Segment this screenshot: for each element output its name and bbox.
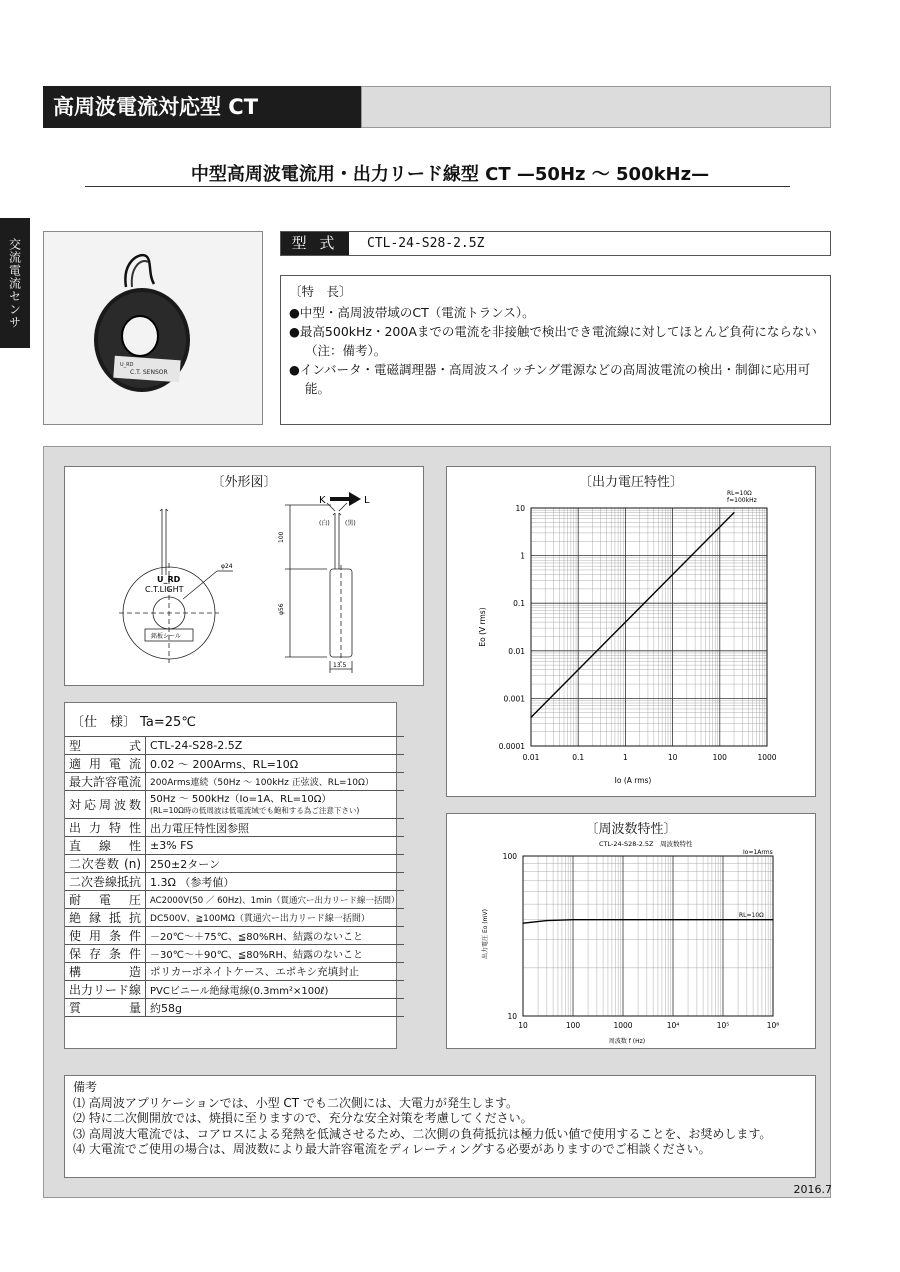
output-chart bbox=[447, 467, 815, 796]
feature-item: ●最高500kHz・200Aまでの電流を非接触で検出でき電流線に対してほとんど負荷にならない（注：備考）。 bbox=[289, 324, 817, 358]
notes-title: 備考 bbox=[73, 1080, 98, 1094]
outline-panel bbox=[64, 466, 424, 686]
outline-dim-100: 100 bbox=[278, 531, 285, 543]
spec-key: 使用条件 bbox=[65, 927, 146, 945]
outline-dim-13: 13.5 bbox=[333, 662, 347, 669]
outline-phi: φ24 bbox=[221, 563, 233, 570]
spec-value: 0.02 ～ 200Arms、RL=10Ω bbox=[146, 755, 404, 773]
note-item: ⑴ 高周波アプリケーションでは、小型 CT でも二次側には、大電力が発生します。 bbox=[73, 1095, 518, 1110]
y-tick-label: 100 bbox=[502, 852, 517, 861]
freq-chart-panel bbox=[446, 813, 816, 1049]
features-title: 〔特 長〕 bbox=[289, 284, 352, 299]
page-subtitle: 中型高周波電流用・出力リード線型 CT —50Hz ～ 500kHz— bbox=[190, 164, 710, 185]
spec-value: AC2000V(50 ／ 60Hz)、1min（貫通穴ー出力リード線一括間） bbox=[146, 891, 404, 909]
x-tick-label: 10⁴ bbox=[666, 1021, 680, 1030]
spec-key: 保存条件 bbox=[65, 945, 146, 963]
note-item: ⑶ 高周波大電流では、コアロスによる発熱を低減させるため、二次側の負荷抵抗は極力低い値で使用することを、お奨めします。 bbox=[73, 1126, 772, 1141]
spec-panel bbox=[64, 702, 400, 1049]
data-point bbox=[572, 919, 573, 920]
outline-seal: 銘板シール bbox=[151, 633, 181, 640]
x-tick-label: 10 bbox=[518, 1021, 528, 1030]
spec-row bbox=[65, 873, 404, 891]
feature-item: ●中型・高周波帯域のCT（電流トランス）。 bbox=[289, 305, 535, 320]
spec-value: 200Arms連続（50Hz ～ 100kHz 正弦波、RL=10Ω） bbox=[146, 773, 404, 791]
spec-row bbox=[65, 981, 404, 999]
output-chart-title: 〔出力電圧特性〕 bbox=[578, 475, 683, 490]
data-point bbox=[772, 919, 773, 920]
model-box bbox=[280, 231, 831, 256]
output-chart-xlabel: Io (A rms) bbox=[614, 776, 652, 785]
spec-row bbox=[65, 791, 404, 819]
spec-row bbox=[65, 855, 404, 873]
x-tick-label: 10 bbox=[667, 753, 678, 762]
data-point bbox=[622, 919, 623, 920]
data-point bbox=[672, 919, 673, 920]
spec-key: 対応周波数 bbox=[65, 791, 146, 819]
outline-drawing bbox=[65, 467, 423, 685]
spec-row bbox=[65, 891, 404, 909]
x-tick-label: 1000 bbox=[757, 753, 777, 762]
freq-chart-xlabel: 周波数 f (Hz) bbox=[608, 1038, 646, 1045]
spec-value: －20℃～＋75℃、≦80%RH、結露のないこと bbox=[146, 927, 404, 945]
y-tick-label: 10 bbox=[507, 1012, 517, 1021]
spec-key: 構造 bbox=[65, 963, 146, 981]
outline-title: 〔外形図〕 bbox=[211, 475, 277, 490]
page-header-title: 高周波電流対応型 CT bbox=[43, 86, 361, 128]
spec-key: 耐電圧 bbox=[65, 891, 146, 909]
spec-value: DC500V、≧100MΩ（貫通穴ー出力リード線一括間） bbox=[146, 909, 404, 927]
x-tick-label: 1000 bbox=[613, 1021, 633, 1030]
spec-key: 適用電流 bbox=[65, 755, 146, 773]
plot-frame bbox=[531, 508, 767, 746]
output-chart-annotation: f=100kHz bbox=[727, 497, 757, 504]
spec-key: 二次巻線抵抗 bbox=[65, 873, 146, 891]
note-item: ⑵ 特に二次側開放では、焼損に至りますので、充分な安全対策を考慮してください。 bbox=[73, 1111, 533, 1125]
spec-table bbox=[65, 736, 404, 1017]
y-tick-label: 0.01 bbox=[508, 646, 525, 656]
data-point bbox=[733, 512, 734, 513]
freq-chart bbox=[447, 814, 815, 1048]
feature-item: ●インバータ・電磁調理器・高周波スイッチング電源などの高周波電流の検出・制御に応用可能。 bbox=[289, 362, 811, 396]
spec-value: ポリカーボネイトケース、エポキシ充填封止 bbox=[146, 963, 404, 981]
spec-row bbox=[65, 945, 404, 963]
x-tick-label: 0.01 bbox=[522, 753, 540, 762]
spec-value: 250±2ターン bbox=[146, 855, 404, 873]
plot-frame bbox=[523, 856, 773, 1016]
y-tick-label: 10 bbox=[515, 504, 525, 513]
spec-key: 質量 bbox=[65, 999, 146, 1017]
spec-value: 50Hz ～ 500kHz（Io=1A、RL=10Ω） bbox=[150, 793, 332, 805]
outline-product: C.T.LIGHT bbox=[145, 585, 184, 594]
outline-l: L bbox=[364, 495, 370, 506]
freq-chart-io: Io=1Arms bbox=[743, 849, 773, 856]
model-label: 型 式 bbox=[281, 232, 349, 255]
y-tick-label: 1 bbox=[520, 551, 525, 561]
spec-value: －30℃～＋90℃、≦80%RH、結露のないこと bbox=[146, 945, 404, 963]
freq-chart-subtitle: CTL-24-S28-2.5Z 周波数特性 bbox=[599, 840, 693, 848]
spec-row bbox=[65, 837, 404, 855]
spec-row bbox=[65, 737, 404, 755]
outline-dim-56: φ56 bbox=[278, 603, 285, 615]
spec-row bbox=[65, 755, 404, 773]
product-photo bbox=[43, 231, 263, 425]
spec-value-note: (RL=10Ω時の低周波は低電流域でも飽和する為ご注意下さい) bbox=[150, 805, 360, 815]
x-tick-label: 100 bbox=[712, 753, 727, 762]
output-chart-ylabel: Eo (V rms) bbox=[478, 607, 487, 647]
spec-row bbox=[65, 999, 404, 1017]
spec-key: 最大許容電流 bbox=[65, 773, 146, 791]
photo-brand-label: U_RD bbox=[120, 362, 134, 368]
outline-brand: U_RD bbox=[157, 575, 181, 584]
series-line bbox=[531, 513, 734, 718]
note-item: ⑷ 大電流でご使用の場合は、周波数により最大許容電流をディレーティングする必要がありますのでご相談ください。 bbox=[73, 1142, 711, 1156]
y-tick-label: 0.001 bbox=[503, 694, 525, 704]
spec-row bbox=[65, 963, 404, 981]
outline-white: (白) bbox=[319, 520, 330, 527]
data-point bbox=[530, 717, 531, 718]
freq-chart-rl: RL=10Ω bbox=[739, 912, 764, 919]
spec-value: ±3% FS bbox=[146, 837, 404, 855]
series-line bbox=[523, 920, 773, 924]
freq-chart-ylabel: 出力電圧 Eo (mV) bbox=[482, 909, 489, 959]
photo-sensor-label: C.T. SENSOR bbox=[130, 369, 168, 376]
y-tick-label: 0.1 bbox=[513, 599, 525, 609]
outline-k: K bbox=[319, 495, 326, 506]
features-box bbox=[280, 275, 831, 425]
spec-row bbox=[65, 819, 404, 837]
output-chart-panel bbox=[446, 466, 816, 797]
side-tab: 交流電流センサ bbox=[0, 218, 30, 348]
spec-key: 絶縁抵抗 bbox=[65, 909, 146, 927]
subtitle-rule bbox=[85, 186, 790, 187]
spec-value: 約58g bbox=[146, 999, 404, 1017]
product-photo-image bbox=[44, 232, 262, 424]
outline-black: (黒) bbox=[345, 520, 356, 527]
x-tick-label: 10⁵ bbox=[716, 1021, 730, 1030]
spec-title: 〔仕 様〕 Ta=25℃ bbox=[71, 715, 196, 730]
spec-row bbox=[65, 909, 404, 927]
x-tick-label: 100 bbox=[565, 1021, 581, 1030]
spec-row bbox=[65, 927, 404, 945]
x-tick-label: 1 bbox=[623, 753, 628, 762]
x-tick-label: 0.1 bbox=[572, 753, 585, 762]
spec-value: 出力電圧特性図参照 bbox=[146, 819, 404, 837]
data-point bbox=[722, 919, 723, 920]
spec-value: PVCビニール絶縁電線(0.3mm²×100ℓ) bbox=[146, 981, 404, 999]
spec-key: 出力リード線 bbox=[65, 981, 146, 999]
x-tick-label: 10⁶ bbox=[766, 1021, 780, 1030]
spec-value: CTL-24-S28-2.5Z bbox=[146, 737, 404, 755]
freq-chart-title: 〔周波数特性〕 bbox=[585, 822, 677, 837]
notes-box bbox=[64, 1075, 816, 1178]
model-value: CTL-24-S28-2.5Z bbox=[367, 236, 485, 251]
spec-key: 出力特性 bbox=[65, 819, 146, 837]
spec-key: 直線性 bbox=[65, 837, 146, 855]
spec-row bbox=[65, 773, 404, 791]
spec-value: 1.3Ω （参考値） bbox=[146, 873, 404, 891]
output-chart-annotation: RL=10Ω bbox=[727, 490, 752, 497]
y-tick-label: 0.0001 bbox=[498, 742, 525, 751]
date-stamp: 2016.7 bbox=[793, 1183, 832, 1196]
data-point bbox=[546, 920, 547, 921]
header-bar bbox=[361, 86, 831, 128]
data-point bbox=[522, 923, 523, 924]
spec-key: 型式 bbox=[65, 737, 146, 755]
spec-key: 二次巻数 (n) bbox=[65, 855, 146, 873]
